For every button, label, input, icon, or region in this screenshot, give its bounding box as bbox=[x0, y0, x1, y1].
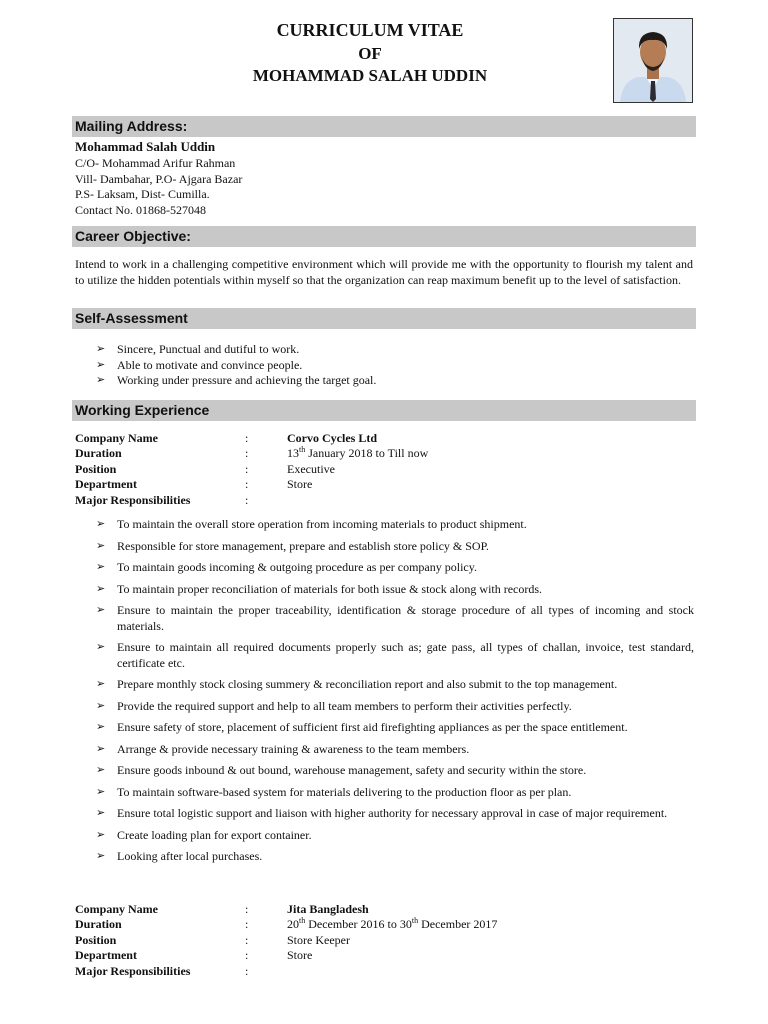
arrowhead-bullet-icon: ➢ bbox=[96, 742, 106, 755]
responsibilities-label: Major Responsibilities bbox=[75, 492, 191, 507]
responsibility-item: ➢ Ensure to maintain all required documents properly such as; gate pass, all types of challan, invoice, test standard, certificate etc. bbox=[96, 640, 694, 670]
job-info-1: Company Name : Corvo Cycles Ltd Duration : 13th January 2018 to Till now Position : Executive Department : Store Major Responsibilities : bbox=[75, 431, 429, 507]
responsibility-item: ➢ Ensure to maintain the proper traceability, identification & storage procedure of all types of incoming and stock materials. bbox=[96, 603, 694, 633]
arrowhead-bullet-icon: ➢ bbox=[96, 539, 106, 552]
self-assessment-list bbox=[96, 342, 694, 389]
company-name: Jita Bangladesh bbox=[287, 902, 369, 916]
responsibility-item: ➢ Provide the required support and help to all team members to perform their activities perfectly. bbox=[96, 698, 572, 713]
position-label: Position bbox=[75, 932, 117, 947]
cv-title-name: MOHAMMAD SALAH UDDIN bbox=[252, 66, 488, 85]
responsibility-item: ➢ Ensure total logistic support and liaison with higher authority for necessary approval in case of major requirement. bbox=[96, 806, 668, 820]
arrowhead-bullet-icon: ➢ bbox=[96, 721, 106, 733]
position-value: Executive bbox=[287, 461, 335, 476]
arrowhead-bullet-icon: ➢ bbox=[96, 358, 106, 371]
responsibility-item: ➢ Ensure goods inbound & out bound, warehouse management, safety and security within the store. bbox=[96, 763, 587, 777]
section-heading-objective: Career Objective: bbox=[72, 226, 696, 247]
list-item: ➢ Sincere, Punctual and dutiful to work. bbox=[96, 342, 300, 356]
arrowhead-bullet-icon: ➢ bbox=[96, 785, 106, 798]
job-info-2: Company Name : Jita Bangladesh Duration : 20th December 2016 to 30th December 2017 Position : Store Keeper Department : Store Major Responsibilities : bbox=[75, 902, 498, 978]
company-name: Corvo Cycles Ltd bbox=[287, 431, 377, 445]
responsibilities-list bbox=[96, 517, 694, 871]
duration-label: Duration bbox=[75, 917, 122, 932]
person-portrait-icon bbox=[614, 19, 692, 102]
department-value: Store bbox=[287, 477, 313, 492]
responsibility-item: ➢ To maintain proper reconciliation of materials for both issue & stock along with records. bbox=[96, 581, 543, 596]
arrowhead-bullet-icon: ➢ bbox=[96, 764, 106, 776]
responsibility-item: ➢ Create loading plan for export container. bbox=[96, 827, 312, 842]
arrowhead-bullet-icon: ➢ bbox=[96, 850, 106, 862]
mailing-line: P.S- Laksam, Dist- Cumilla. bbox=[75, 187, 210, 201]
duration-label: Duration bbox=[75, 446, 122, 461]
responsibility-item: ➢ Ensure safety of store, placement of sufficient first aid firefighting appliances as per the space entitlement. bbox=[96, 720, 628, 734]
cv-title-of: OF bbox=[358, 44, 382, 63]
list-item: ➢ Able to motivate and convince people. bbox=[96, 357, 303, 372]
arrowhead-bullet-icon: ➢ bbox=[96, 374, 106, 386]
profile-photo bbox=[613, 18, 693, 103]
position-label: Position bbox=[75, 461, 117, 476]
duration-value: 13th January 2018 to Till now bbox=[287, 445, 429, 461]
arrowhead-bullet-icon: ➢ bbox=[96, 561, 106, 573]
responsibility-item: ➢ To maintain the overall store operation from incoming materials to product shipment. bbox=[96, 517, 527, 531]
responsibility-item: ➢ To maintain software-based system for materials delivering to the production floor as per plan. bbox=[96, 784, 572, 799]
position-value: Store Keeper bbox=[287, 932, 350, 947]
department-label: Department bbox=[75, 477, 137, 492]
arrowhead-bullet-icon: ➢ bbox=[96, 807, 106, 819]
duration-value: 20th December 2016 to 30th December 2017 bbox=[287, 916, 498, 932]
responsibility-item: ➢ Looking after local purchases. bbox=[96, 849, 263, 863]
career-objective-text: Intend to work in a challenging competitive environment which will provide me with the opportunity to flourish my talent and to utilize the hidden potentials within myself so that the organization can reap maximum benefit up to the level of satisfaction. bbox=[75, 257, 693, 287]
arrowhead-bullet-icon: ➢ bbox=[96, 582, 106, 595]
section-heading-experience: Working Experience bbox=[72, 400, 696, 421]
company-label: Company Name bbox=[75, 902, 158, 916]
mailing-name: Mohammad Salah Uddin bbox=[75, 139, 216, 154]
arrowhead-bullet-icon: ➢ bbox=[96, 518, 106, 530]
arrowhead-bullet-icon: ➢ bbox=[96, 343, 106, 355]
responsibilities-label: Major Responsibilities bbox=[75, 963, 191, 978]
company-label: Company Name bbox=[75, 431, 158, 445]
arrowhead-bullet-icon: ➢ bbox=[96, 699, 106, 712]
responsibility-item: ➢ To maintain goods incoming & outgoing procedure as per company policy. bbox=[96, 560, 477, 574]
mailing-line: Vill- Dambahar, P.O- Ajgara Bazar bbox=[75, 172, 243, 186]
list-item: ➢ Working under pressure and achieving the target goal. bbox=[96, 373, 377, 387]
section-heading-mailing: Mailing Address: bbox=[72, 116, 696, 137]
department-label: Department bbox=[75, 948, 137, 963]
arrowhead-bullet-icon: ➢ bbox=[96, 828, 106, 841]
responsibility-item: ➢ Responsible for store management, prepare and establish store policy & SOP. bbox=[96, 538, 489, 553]
cv-title: CURRICULUM VITAE bbox=[276, 20, 464, 40]
department-value: Store bbox=[287, 948, 313, 963]
arrowhead-bullet-icon: ➢ bbox=[96, 641, 106, 653]
responsibility-item: ➢ Arrange & provide necessary training & awareness to the team members. bbox=[96, 741, 470, 756]
mailing-line: C/O- Mohammad Arifur Rahman bbox=[75, 156, 236, 170]
arrowhead-bullet-icon: ➢ bbox=[96, 604, 106, 616]
responsibility-item: ➢ Prepare monthly stock closing summery & reconciliation report and also submit to the top management. bbox=[96, 677, 618, 691]
section-heading-self-assessment: Self-Assessment bbox=[72, 308, 696, 329]
arrowhead-bullet-icon: ➢ bbox=[96, 678, 106, 690]
contact-number: Contact No. 01868-527048 bbox=[75, 203, 206, 217]
